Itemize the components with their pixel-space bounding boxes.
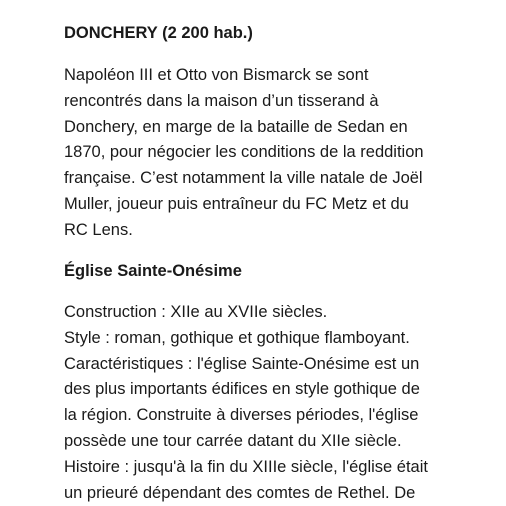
intro-line: Donchery, en marge de la bataille de Sedan en bbox=[64, 117, 408, 136]
intro-line: rencontrés dans la maison d’un tisserand à bbox=[64, 91, 379, 110]
intro-line: française. C’est notamment la ville natale de Joël bbox=[64, 169, 423, 188]
detail-line: Construction : XIIe au XVIIe siècles. bbox=[64, 303, 328, 321]
intro-paragraph bbox=[64, 63, 504, 244]
detail-line: un prieuré dépendant des comtes de Rethel. De bbox=[64, 483, 416, 502]
intro-line: 1870, pour négocier les conditions de la reddition bbox=[64, 143, 424, 162]
intro-line: RC Lens. bbox=[64, 220, 133, 239]
intro-line: Muller, joueur puis entraîneur du FC Metz et du bbox=[64, 194, 409, 213]
section-title: Église Sainte-Onésime bbox=[64, 262, 242, 280]
detail-line: des plus importants édifices en style gothique de bbox=[64, 380, 420, 399]
detail-line: Style : roman, gothique et gothique flamboyant. bbox=[64, 328, 410, 347]
detail-line: la région. Construite à diverses périodes, l'église bbox=[64, 406, 419, 425]
article-title: DONCHERY (2 200 hab.) bbox=[64, 24, 253, 42]
intro-line: Napoléon III et Otto von Bismarck se sont bbox=[64, 66, 369, 84]
detail-line: Caractéristiques : l'église Sainte-Onésime est un bbox=[64, 354, 420, 373]
details-paragraph bbox=[64, 300, 504, 506]
detail-line: Histoire : jusqu'à la fin du XIIIe siècle, l'église était bbox=[64, 457, 428, 476]
detail-line: possède une tour carrée datant du XIIe siècle. bbox=[64, 431, 402, 450]
